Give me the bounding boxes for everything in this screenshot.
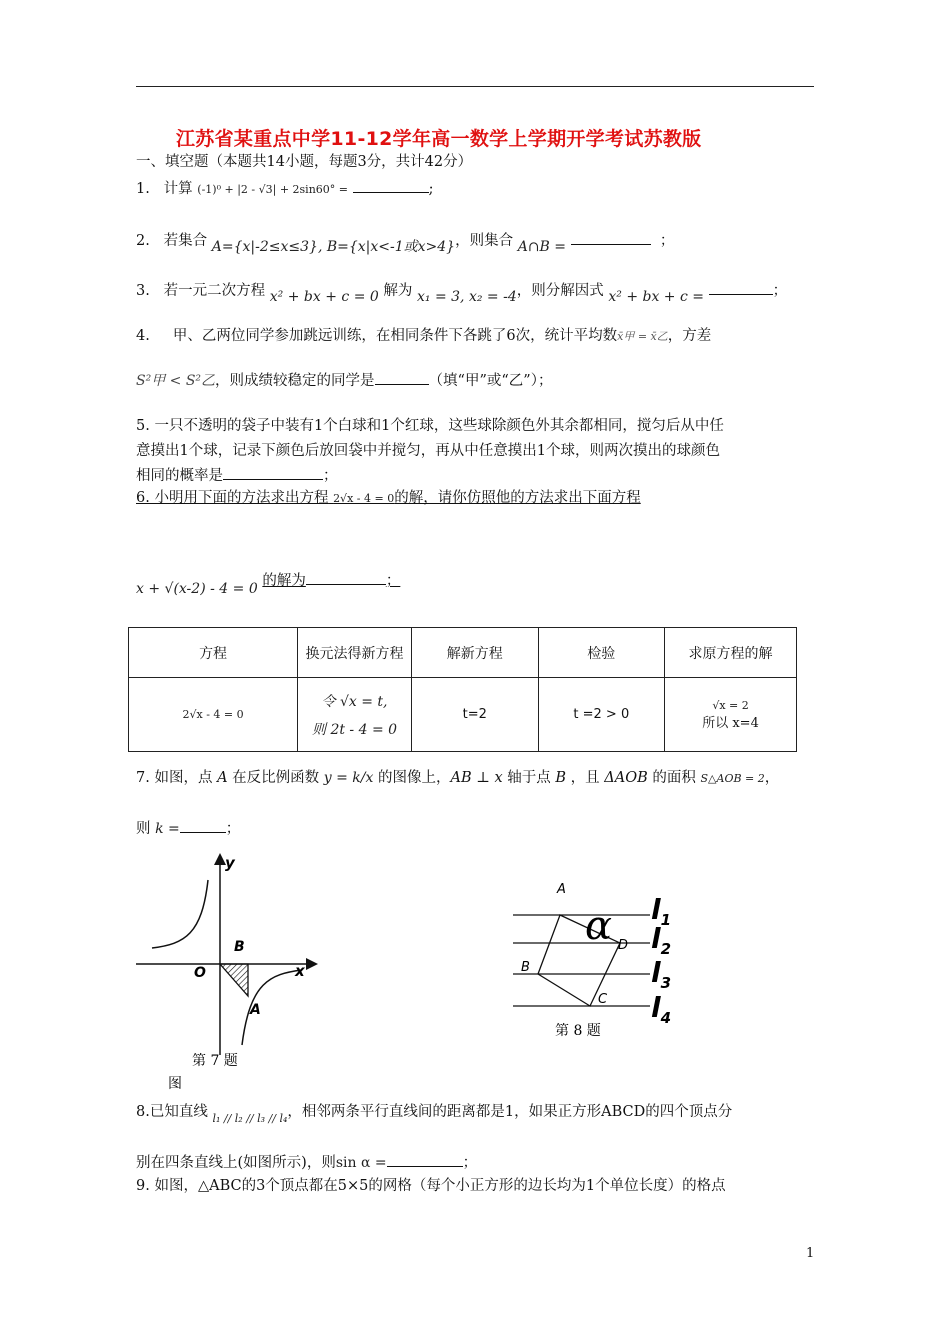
label-l2: $l_2$ — [651, 922, 672, 958]
q2-intersection: A∩B = — [517, 239, 567, 255]
vertex-b-label: B — [521, 960, 530, 975]
page-number: 1 — [806, 1246, 815, 1261]
header-rule — [136, 86, 814, 87]
question-2 — [136, 230, 675, 255]
figure-7-caption: 第 7 题 — [192, 1053, 238, 1069]
q2-answer-blank[interactable] — [571, 230, 651, 245]
label-l1: $l_1$ — [651, 893, 672, 929]
x-axis-label: x — [295, 962, 305, 980]
q6-text-a: 6. 小明用下面的方法求出方程 — [136, 490, 329, 506]
q7-triangle: ΔAOB — [604, 770, 648, 786]
vertex-d-label: D — [618, 938, 629, 953]
q8-end: ； — [462, 1155, 478, 1171]
q3-equation: x² + bx + c = 0 — [269, 289, 379, 305]
q8-sin-alpha: sin α = — [335, 1155, 387, 1171]
q7-answer-blank[interactable] — [180, 818, 226, 833]
q1-expression: (-1)⁰ + |2 - √3| + 2sin60° = — [197, 183, 348, 196]
origin-label: O — [194, 965, 206, 981]
q6-answer-blank[interactable] — [306, 570, 386, 585]
q6-end: ； — [385, 573, 401, 589]
figure-8-caption: 第 8 题 — [555, 1023, 601, 1039]
q3-mid2: ，则分解因式 — [516, 283, 604, 299]
table-cell-equation: 2√x - 4 = 0 — [129, 678, 298, 752]
q2-sets: A={x|-2≤x≤3}, B={x|x<-1或x>4} — [211, 239, 456, 255]
q6-text-b: 的解，请你仿照他的方法求出下面方程 — [394, 490, 641, 506]
q1-end: ; — [428, 181, 434, 197]
q8-text-a: 8.已知直线 — [136, 1104, 208, 1120]
q7-text-a: 7. 如图，点 — [136, 770, 213, 786]
substitution-line-2: 则 2t - 4 = 0 — [312, 721, 398, 738]
q7-text-d: 轴于点 — [507, 770, 551, 786]
shaded-triangle-aob — [220, 964, 248, 996]
q5-line-3-text: 相同的概率是 — [136, 468, 223, 484]
q3-end: ； — [772, 283, 788, 299]
q2-end: ； — [659, 233, 675, 249]
figure-7-caption-2: 图 — [168, 1076, 182, 1090]
q7-end-1: ， — [764, 770, 780, 786]
table-cell-substitution — [298, 678, 412, 752]
q7-text-f: 的面积 — [652, 770, 696, 786]
substitution-table — [128, 627, 797, 752]
q7-end-2: ； — [225, 821, 241, 837]
figure-7 — [130, 850, 340, 1090]
q3-text: 若一元二次方程 — [163, 283, 266, 299]
q2-number: 2. — [136, 233, 150, 249]
q7-text-c: 的图像上， — [378, 770, 451, 786]
q4-text2: ，则成绩较稳定的同学是 — [215, 373, 375, 389]
question-6-line-2 — [136, 570, 401, 597]
angle-alpha-label: α — [585, 903, 613, 949]
question-4-line-2 — [136, 370, 552, 391]
vertex-a-label: A — [557, 882, 566, 897]
question-5-line-1: 5. 一只不透明的袋子中装有1个白球和1个红球，这些球除颜色外其余都相同，搅匀后从中任 — [136, 418, 724, 434]
q3-mid: 解为 — [383, 283, 413, 299]
q3-answer-blank[interactable] — [709, 280, 773, 295]
q7-point-b: B — [555, 770, 567, 786]
y-axis-label: y — [225, 854, 235, 872]
question-7-line-1 — [136, 768, 779, 789]
page-title: 江苏省某重点中学11-12学年高一数学上学期开学考试苏教版 — [176, 128, 702, 150]
q7-text-b: 在反比例函数 — [232, 770, 320, 786]
q4-end: （填“甲”或“乙”）； — [428, 373, 553, 389]
table-cell-solve: t=2 — [411, 678, 538, 752]
q7-line-2-text: 则 — [136, 821, 151, 837]
q2-mid: ，则集合 — [455, 233, 514, 249]
figure-8 — [505, 875, 705, 1045]
q7-function: y = k/x — [323, 770, 374, 786]
table-header: 解新方程 — [411, 628, 538, 678]
question-3 — [136, 280, 788, 305]
q5-answer-blank[interactable] — [223, 465, 323, 480]
q5-end: ； — [323, 468, 338, 484]
substitution-line-1: 令 √x = t, — [321, 693, 388, 710]
q1-answer-blank[interactable] — [353, 178, 429, 193]
question-4-line-1 — [136, 326, 711, 347]
q4-number: 4. — [136, 328, 150, 344]
point-a-label: A — [250, 1002, 261, 1018]
answer-line-2: 所以 x=4 — [702, 715, 759, 731]
hyperbola-upper-branch — [152, 880, 208, 948]
question-5-line-3 — [136, 465, 338, 486]
question-7-line-2 — [136, 818, 240, 839]
q8-line-2-text: 别在四条直线上(如图所示)，则 — [136, 1155, 336, 1171]
q6-equation-1: 2√x - 4 = 0 — [333, 492, 395, 505]
point-b-label: B — [234, 939, 245, 955]
q4-text: 甲、乙两位同学参加跳远训练，在相同条件下各跳了6次，统计平均数 — [172, 328, 618, 344]
q6-line-2-text: 的解为 — [262, 573, 306, 589]
q3-roots: x₁ = 3, x₂ = -4 — [417, 289, 517, 305]
q3-factor-expression: x² + bx + c = — [608, 289, 705, 305]
q4-variance: S²甲 < S²乙 — [136, 373, 216, 389]
question-8-line-2 — [136, 1152, 477, 1173]
q6-equation-2: x + √(x-2) - 4 = 0 — [136, 581, 258, 597]
q4-answer-blank[interactable] — [375, 370, 429, 385]
question-1 — [136, 178, 434, 200]
q7-k: k = — [155, 821, 180, 837]
label-l3: $l_3$ — [651, 956, 672, 992]
q7-area: S△AOB = 2 — [700, 772, 765, 785]
q7-point-a: A — [217, 770, 228, 786]
q8-answer-blank[interactable] — [387, 1152, 463, 1167]
table-cell-check: t =2 > 0 — [538, 678, 665, 752]
q1-number: 1. — [136, 181, 150, 197]
q2-text: 若集合 — [163, 233, 208, 249]
answer-line-1: √x = 2 — [712, 698, 749, 712]
q1-text: 计算 — [163, 181, 193, 197]
table-header: 求原方程的解 — [665, 628, 797, 678]
table-header: 检验 — [538, 628, 665, 678]
q4-mid: ，方差 — [667, 328, 712, 344]
q8-text-b: ，相邻两条平行直线间的距离都是1，如果正方形ABCD的四个顶点分 — [287, 1104, 733, 1120]
table-cell-answer — [665, 678, 797, 752]
q4-mean: x̄甲 = x̄乙 — [617, 330, 668, 343]
q7-text-e: ，且 — [570, 770, 600, 786]
q8-parallel-lines: l₁ // l₂ // l₃ // l₄ — [212, 1112, 288, 1125]
table-header: 换元法得新方程 — [298, 628, 412, 678]
section-heading: 一、填空题（本题共14小题，每题3分，共计42分） — [136, 154, 473, 170]
q7-perpendicular: AB ⊥ x — [450, 770, 503, 786]
question-8-line-1 — [136, 1102, 732, 1123]
question-9-line-1: 9. 如图，△ABC的3个顶点都在5×5的网格（每个小正方形的边长均为1个单位长度）的格点 — [136, 1178, 726, 1194]
question-5-line-2: 意摸出1个球，记录下颜色后放回袋中并搅匀，再从中任意摸出1个球，则两次摸出的球颜色 — [136, 443, 720, 459]
table-header: 方程 — [129, 628, 298, 678]
vertex-c-label: C — [598, 992, 608, 1007]
q3-number: 3. — [136, 283, 150, 299]
label-l4: $l_4$ — [651, 991, 672, 1027]
question-6-line-1 — [136, 488, 814, 509]
